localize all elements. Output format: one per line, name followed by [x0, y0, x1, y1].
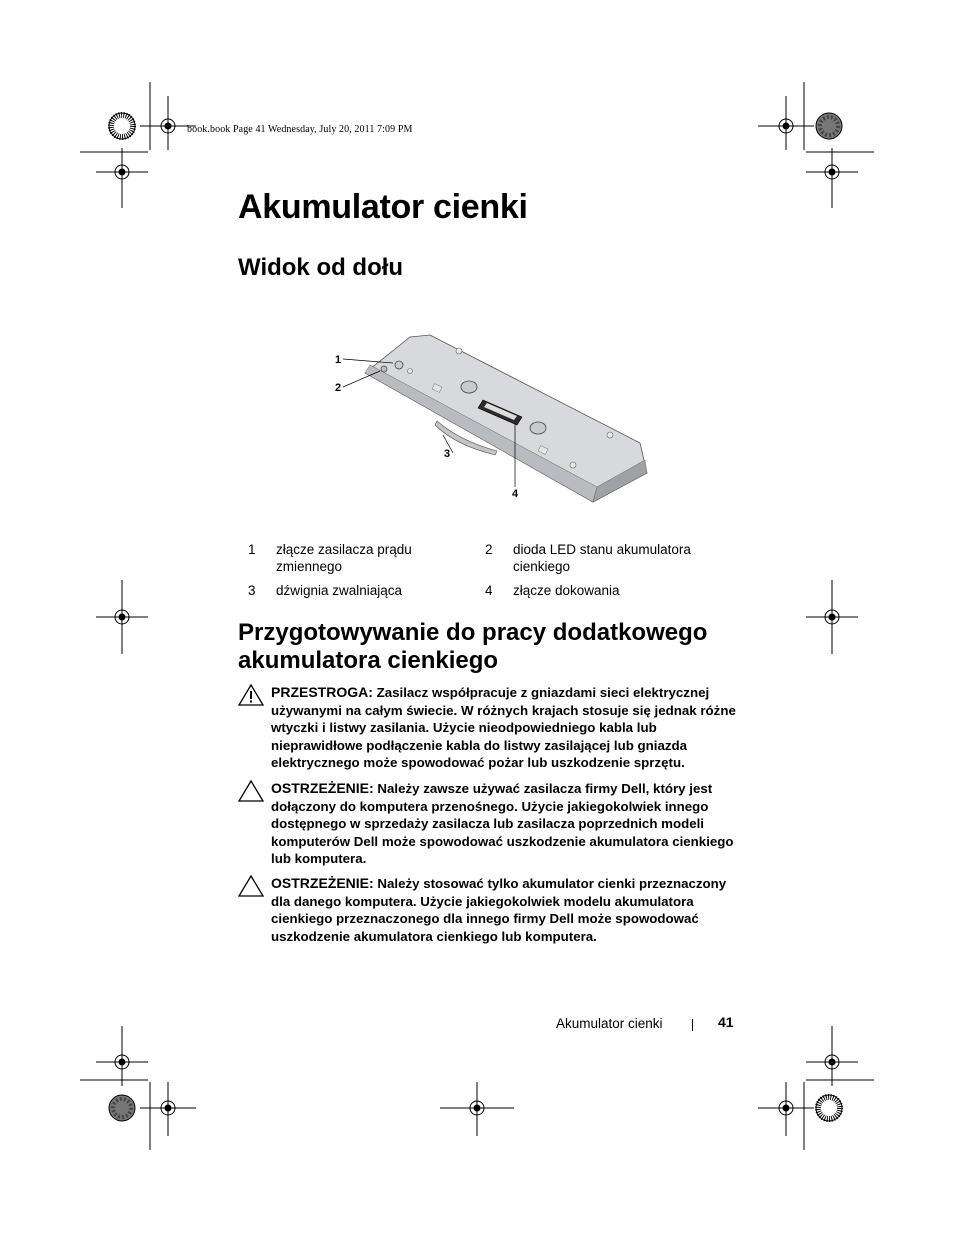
- legend-num-2: 2: [485, 542, 493, 557]
- legend-text-1: złącze zasilacza prądu zmiennego: [276, 542, 412, 574]
- battery-status-led: [381, 366, 387, 372]
- page-number: 41: [718, 1014, 734, 1030]
- notice-text: Zasilacz współpracuje z gniazdami sieci elektrycznej używanymi na całym świecie. W różnych krajach stosuje się jednak różne wtyczki i listwy zasilania. Użycie nieodpowiedniego kabla lub nieprawidłowe podłączenie kabla do listwy zasilającej lub gniazda elektrycznego może spowodować pożar lub uszkodzenie sprzętu.: [271, 685, 736, 770]
- callout-1: 1: [335, 354, 342, 366]
- legend-num-4: 4: [485, 583, 493, 598]
- caution-triangle-icon: [238, 875, 264, 897]
- running-header: book.book Page 41 Wednesday, July 20, 2011 7:09 PM: [187, 124, 413, 135]
- notice-text: Należy zawsze używać zasilacza firmy Dell, który jest dołączony do komputera przenośnego. Użycie jakiegokolwiek innego dostępnego w sprzedaży zasilacza lub zasilacza poprzednich modeli komputerów Dell może spowodować uszkodzenie akumulatora cienkiego lub komputera.: [271, 781, 734, 866]
- legend-text-2: dioda LED stanu akumulatora cienkiego: [513, 542, 691, 574]
- legend-text-4: złącze dokowania: [513, 583, 620, 598]
- footer-separator: [692, 1019, 693, 1031]
- caution-triangle-icon: [238, 780, 264, 802]
- section-heading-bottom-view: Widok od dołu: [238, 254, 404, 281]
- notice-caution: [238, 684, 738, 774]
- callout-3: 3: [444, 448, 451, 460]
- notice-warning-1: [238, 780, 738, 870]
- callout-4: 4: [512, 488, 519, 500]
- warning-triangle-exclamation-icon: [238, 684, 264, 706]
- callout-2: 2: [335, 382, 342, 394]
- legend-num-3: 3: [248, 583, 256, 598]
- notice-label: OSTRZEŻENIE:: [271, 780, 374, 796]
- legend-num-1: 1: [248, 542, 256, 557]
- notice-label: OSTRZEŻENIE:: [271, 875, 374, 891]
- chapter-title: Akumulator cienki: [238, 188, 528, 226]
- ac-adapter-connector: [395, 361, 403, 369]
- section-heading-preparing-battery: Przygotowywanie do pracy dodatkowego akumulatora cienkiego: [238, 619, 708, 674]
- notice-warning-2: [238, 875, 738, 947]
- slim-battery-illustration: [325, 325, 665, 505]
- footer-chapter-title: Akumulator cienki: [556, 1016, 663, 1031]
- notice-text: Należy stosować tylko akumulator cienki przeznaczony dla danego komputera. Użycie jakiegokolwiek modelu akumulatora cienkiego przeznaczonego dla innego firmy Dell może spowodować uszkodzenie akumulatora cienkiego lub komputera.: [271, 876, 727, 944]
- legend-text-3: dźwignia zwalniająca: [276, 583, 403, 598]
- notice-label: PRZESTROGA:: [271, 684, 373, 700]
